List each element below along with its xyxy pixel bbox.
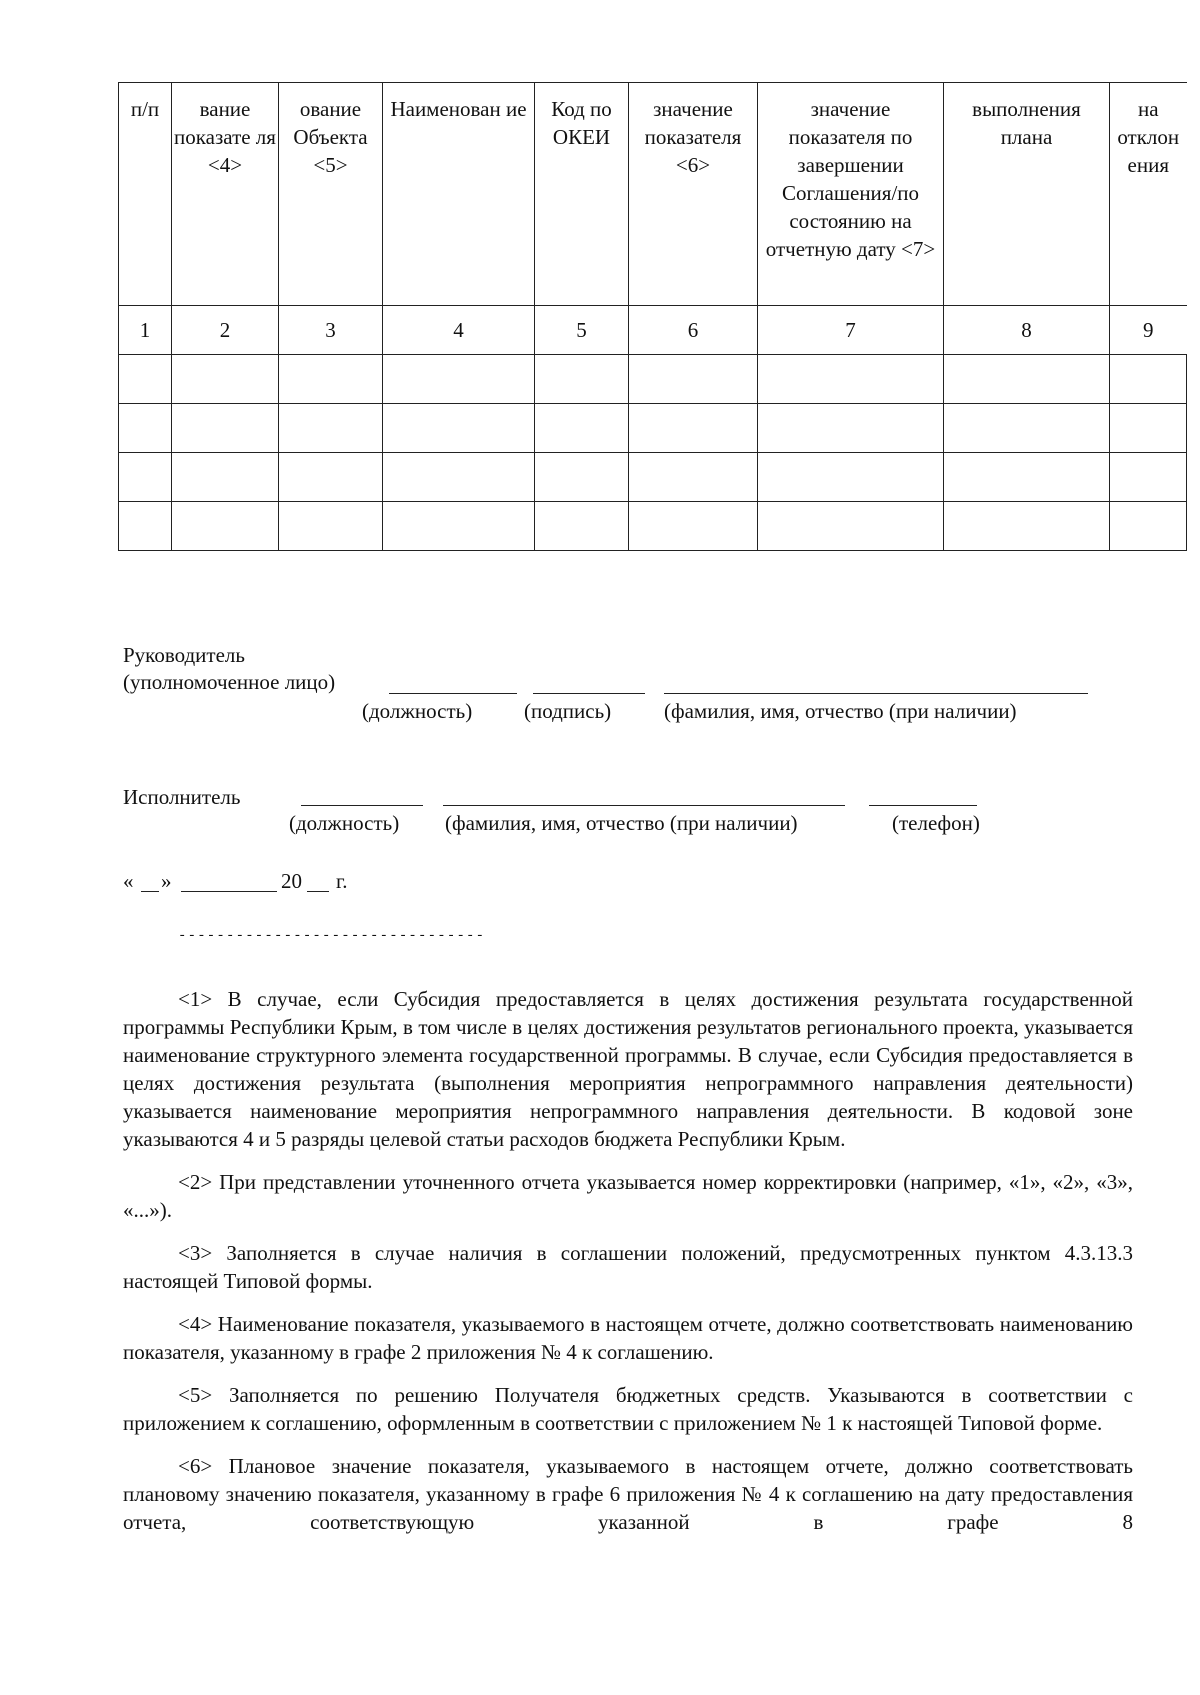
footnote-6: <6> Плановое значение показателя, указываемого в настоящем отчете, должно соответствовать плановому значению показателя, указанному в графе 6 приложения № 4 к соглашению на дату предоставления отчета, соответствующую указанной в графе 8 xyxy=(123,1454,1133,1534)
header-cell-1: п/п xyxy=(119,83,172,306)
table-cell xyxy=(119,355,172,404)
executor-phone-caption: (телефон) xyxy=(892,811,980,835)
table-cell xyxy=(172,355,279,404)
table-cell xyxy=(119,404,172,453)
table-cell xyxy=(119,502,172,551)
executor-name-caption: (фамилия, имя, отчество (при наличии) xyxy=(445,811,798,835)
header-cell-4: Наименован ие xyxy=(383,83,535,306)
header-cell-2: вание показате ля <4> xyxy=(172,83,279,306)
table-cell xyxy=(279,404,383,453)
table-cell xyxy=(535,453,629,502)
executor-phone-line xyxy=(869,805,977,806)
table-cell xyxy=(629,502,758,551)
report-table xyxy=(118,82,1187,551)
table-cell xyxy=(1110,502,1187,551)
table-cell xyxy=(383,453,535,502)
table-cell xyxy=(383,404,535,453)
column-number: 1 xyxy=(119,306,172,355)
head-signature-caption: (подпись) xyxy=(524,699,612,723)
date-year-suffix: г. xyxy=(336,869,348,893)
footnote-3: <3> Заполняется в случае наличия в соглашении положений, предусмотренных пунктом 4.3.13.3 настоящей Типовой формы. xyxy=(123,1241,1133,1293)
table-row xyxy=(119,453,1187,502)
table-cell xyxy=(535,404,629,453)
table-cell xyxy=(758,355,944,404)
footnote-4: <4> Наименование показателя, указываемого в настоящем отчете, должно соответствовать наименованию показателя, указанному в графе 2 приложения № 4 к соглашению. xyxy=(123,1312,1133,1364)
table-cell xyxy=(279,355,383,404)
head-name-line xyxy=(664,693,1088,694)
table-cell xyxy=(172,404,279,453)
table-cell xyxy=(758,404,944,453)
table-cell xyxy=(758,453,944,502)
date-close-quote: » xyxy=(161,869,172,893)
column-number: 8 xyxy=(944,306,1110,355)
table-cell xyxy=(383,355,535,404)
table-row xyxy=(119,355,1187,404)
table-cell xyxy=(629,355,758,404)
table-cell xyxy=(629,453,758,502)
table-cell xyxy=(279,502,383,551)
table-cell xyxy=(1110,355,1187,404)
table-cell xyxy=(279,453,383,502)
table-cell xyxy=(944,404,1110,453)
column-number: 9 xyxy=(1110,306,1187,355)
date-month-line xyxy=(181,891,277,892)
executor-name-line xyxy=(443,805,845,806)
table-cell xyxy=(535,502,629,551)
table-cell xyxy=(944,453,1110,502)
header-cell-6: значение показателя <6> xyxy=(629,83,758,306)
date-open-quote: « xyxy=(123,869,134,893)
head-label: Руководитель xyxy=(123,643,245,667)
footnotes xyxy=(123,985,1133,1551)
executor-position-caption: (должность) xyxy=(289,811,400,835)
header-cell-9: на отклон ения xyxy=(1110,83,1187,306)
head-position-line xyxy=(389,693,517,694)
table-cell xyxy=(172,502,279,551)
header-cell-8: выполнения плана xyxy=(944,83,1110,306)
column-number: 6 xyxy=(629,306,758,355)
table-cell xyxy=(629,404,758,453)
table-row xyxy=(119,502,1187,551)
date-year-line xyxy=(307,891,329,892)
executor-label: Исполнитель xyxy=(123,785,241,809)
table-cell xyxy=(758,502,944,551)
footnote-5: <5> Заполняется по решению Получателя бюджетных средств. Указываются в соответствии с приложением к соглашению, оформленным в соответствии с приложением № 1 к настоящей Типовой форме. xyxy=(123,1383,1133,1435)
footnote-2: <2> При представлении уточненного отчета указывается номер корректировки (например, «1», «2», «3», «...»). xyxy=(123,1170,1133,1222)
table-cell xyxy=(944,355,1110,404)
table-cell xyxy=(383,502,535,551)
table-cell xyxy=(119,453,172,502)
column-number-row xyxy=(119,306,1187,355)
footnote-separator: -------------------------------- xyxy=(178,928,486,944)
table-row xyxy=(119,404,1187,453)
date-day-line xyxy=(141,891,159,892)
head-signature-line xyxy=(533,693,645,694)
table-cell xyxy=(1110,453,1187,502)
table-cell xyxy=(172,453,279,502)
executor-position-line xyxy=(301,805,423,806)
table-header-row xyxy=(119,83,1187,306)
head-position-caption: (должность) xyxy=(362,699,473,723)
header-cell-7: значение показателя по завершении Соглашения/по состоянию на отчетную дату <7> xyxy=(758,83,944,306)
table-cell xyxy=(1110,404,1187,453)
authorized-person-label: (уполномоченное лицо) xyxy=(123,670,336,694)
header-cell-5: Код по ОКЕИ xyxy=(535,83,629,306)
column-number: 5 xyxy=(535,306,629,355)
table-cell xyxy=(535,355,629,404)
column-number: 2 xyxy=(172,306,279,355)
column-number: 7 xyxy=(758,306,944,355)
date-year-prefix: 20 xyxy=(281,869,302,893)
header-cell-3: ование Объекта <5> xyxy=(279,83,383,306)
head-name-caption: (фамилия, имя, отчество (при наличии) xyxy=(664,699,1017,723)
column-number: 4 xyxy=(383,306,535,355)
footnote-1: <1> В случае, если Субсидия предоставляется в целях достижения результата государственной программы Республики Крым, в том числе в целях достижения результатов регионального проекта, указывается наименование структурного элемента государственной программы. В случае, если Субсидия предоставляется в целях достижения результата (выполнения мероприятия непрограммного направления деятельности) указывается наименование мероприятия непрограммного направления деятельности. В кодовой зоне указываются 4 и 5 разряды целевой статьи расходов бюджета Республики Крым. xyxy=(123,987,1133,1151)
column-number: 3 xyxy=(279,306,383,355)
table-cell xyxy=(944,502,1110,551)
